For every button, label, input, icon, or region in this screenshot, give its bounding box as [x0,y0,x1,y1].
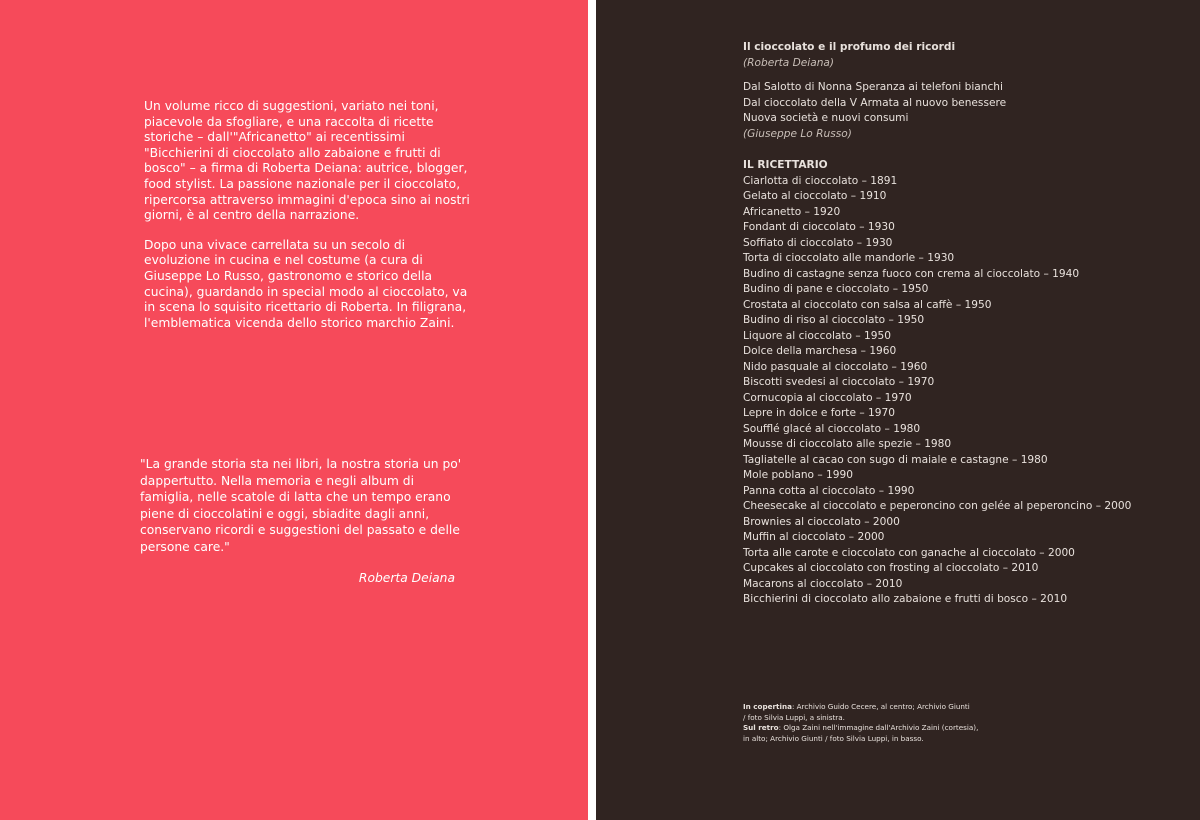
recipe-item: Liquore al cioccolato – 1950 [743,329,892,342]
photo-credits [743,702,1043,744]
table-of-contents [743,40,1183,608]
essays-author: (Giuseppe Lo Russo) [743,127,852,140]
essay-author: (Roberta Deiana) [743,56,835,69]
blurb-paragraph-1: Un volume ricco di suggestioni, variato nei toni, piacevole da sfogliare, e una raccolta di ricette storiche – dall'"Africanetto" ai recentissimi "Bicchierini di cioccolato allo zabaione e frutti di bosco" – a firma di Roberta Deiana: autrice, blogger, food stylist. La passione nazionale per il cioccolato, ripercorsa attraverso immagini d'epoca sino ai nostri giorni, è al centro della narrazione. [144,99,470,223]
credits-line [743,713,1043,724]
credits-line [743,723,1043,734]
contents-right-page [596,0,1200,820]
recipe-item: Gelato al cioccolato – 1910 [743,190,887,202]
recipe-item: Brownies al cioccolato – 2000 [743,515,900,528]
recipe-item: Fondant di cioccolato – 1930 [743,221,895,233]
recipe-item: Africanetto – 1920 [743,205,841,218]
recipe-item: Torta di cioccolato alle mandorle – 1930 [743,252,955,264]
recipe-item: Budino di castagne senza fuoco con crema al cioccolato – 1940 [743,267,1080,280]
recipe-item: Budino di riso al cioccolato – 1950 [743,314,925,326]
recipe-item: Soufflé glacé al cioccolato – 1980 [743,422,921,435]
recipe-item: Tagliatelle al cacao con sugo di maiale e castagne – 1980 [743,453,1048,466]
cover-credit-label: In copertina [743,702,792,711]
recipe-item: Crostata al cioccolato con salsa al caffè – 1950 [743,298,992,311]
recipe-item: Panna cotta al cioccolato – 1990 [743,484,915,497]
cover-credit-text: : Archivio Guido Cecere, al centro; Archivio Giunti [791,702,970,711]
essay-item: Dal Salotto di Nonna Speranza ai telefoni bianchi [743,81,1003,93]
recipe-item: Torta alle carote e cioccolato con ganache al cioccolato – 2000 [743,546,1075,559]
quote: "La grande storia sta nei libri, la nostra storia un po' dappertutto. Nella memoria e negli album di famiglia, nelle scatole di latta che un tempo erano piene di cioccolatini e oggi, sbiadite dagli anni, conservano ricordi e suggestioni del passato e delle persone care." [140,457,462,554]
recipe-item: Soffiato di cioccolato – 1930 [743,236,893,249]
essay-title: Il cioccolato e il profumo dei ricordi [743,41,956,53]
recipe-item: Ciarlotta di cioccolato – 1891 [743,174,898,187]
recipe-item: Budino di pane e cioccolato – 1950 [743,283,929,295]
credits-line [743,702,1043,713]
recipe-item: Bicchierini di cioccolato allo zabaione e frutti di bosco – 2010 [743,593,1068,605]
recipes-heading: IL RICETTARIO [743,159,828,171]
essay-item: Nuova società e nuovi consumi [743,112,909,124]
credits-line [743,734,1043,745]
recipe-item: Mousse di cioccolato alle spezie – 1980 [743,438,952,450]
recipe-item: Lepre in dolce e forte – 1970 [743,407,895,419]
recipe-item: Nido pasquale al cioccolato – 1960 [743,360,928,373]
recipe-item: Cheesecake al cioccolato e peperoncino con gelée al peperoncino – 2000 [743,500,1132,512]
blurb [144,99,474,345]
blurb-paragraph-2: Dopo una vivace carrellata su un secolo di evoluzione in cucina e nel costume (a cura di Giuseppe Lo Russo, gastronomo e storico della cucina), guardando in special modo al cioccolato, va in scena lo squisito ricettario di Roberta. In filigrana, l'emblematica vicenda dello storico marchio Zaini. [144,237,468,330]
back-credit-text: : Olga Zaini nell'immagine dall'Archivio Zaini (cortesia), [778,723,979,732]
quote-author: Roberta Deiana [358,571,455,585]
recipe-list [743,174,1183,608]
cover-credit-text-2: / foto Silvia Luppi, a sinistra. [743,712,845,722]
recipe-item: Mole poblano – 1990 [743,469,854,481]
recipe-item: Biscotti svedesi al cioccolato – 1970 [743,376,935,388]
back-credit-text-2: in alto; Archivio Giunti / foto Silvia Luppi, in basso. [743,733,924,743]
recipe-item: Cupcakes al cioccolato con frosting al cioccolato – 2010 [743,562,1039,574]
recipe-item: Cornucopia al cioccolato – 1970 [743,391,912,404]
recipe-item: Macarons al cioccolato – 2010 [743,577,903,590]
back-cover-left-page [0,0,588,820]
essay-list [743,80,1183,142]
back-credit-label: Sul retro [743,723,779,732]
essay-item: Dal cioccolato della V Armata al nuovo benessere [743,96,1007,109]
recipe-item: Dolce della marchesa – 1960 [743,345,897,357]
recipe-item: Muffin al cioccolato – 2000 [743,531,885,543]
